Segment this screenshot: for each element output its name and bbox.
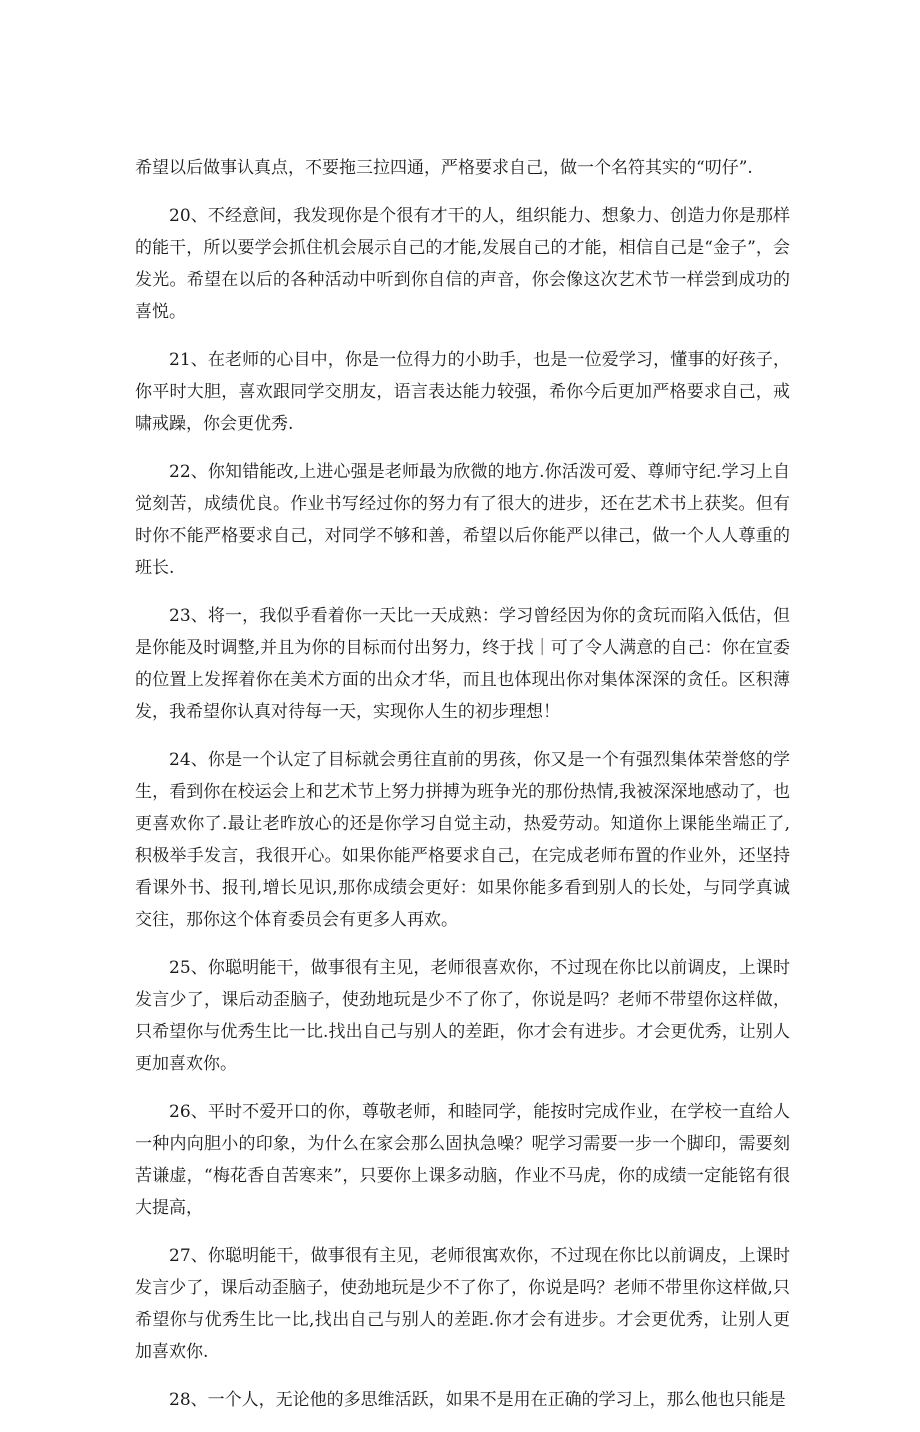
paragraph-comment-21: 21、在老师的心目中，你是一位得力的小助手，也是一位爱学习，懂事的好孩子，你平时大胆，喜欢跟同学交朋友，语言表达能力较强，希你今后更加严格要求自己，戒啸戒躁，你会更优秀.	[135, 350, 790, 434]
paragraph-comment-22: 22、你知错能改,上进心强是老师最为欣微的地方.你活泼可爱、尊师守纪.学习上自觉刻苦，成绩优良。作业书写经过你的努力有了很大的进步，还在艺术书上获奖。但有时你不能严格要求自己，对同学不够和善，希望以后你能严以律己，做一个人人尊重的班长.	[135, 462, 790, 578]
paragraph-comment-27: 27、你聪明能干，做事很有主见，老师很寓欢你，不过现在你比以前调皮，上课时发言少了，课后动歪脑子，使劲地玩是少不了你了，你说是吗？老师不带里你这样做,只希望你与优秀生比一比,找出自己与别人的差距.你才会有进步。才会更优秀，让别人更加喜欢你.	[135, 1246, 790, 1362]
paragraph-continuation: 希望以后做事认真点，不要拖三拉四通，严格要求自己，做一个名符其实的“叨仔”.	[135, 158, 753, 178]
paragraph-comment-25: 25、你聪明能干，做事很有主见，老师很喜欢你，不过现在你比以前调皮，上课时发言少了，课后动歪脑子，使劲地玩是少不了你了，你说是吗？老师不带望你这样做，只希望你与优秀生比一比.找出自己与别人的差距，你才会有进步。才会更优秀，让别人更加喜欢你。	[135, 958, 790, 1074]
paragraph-comment-28: 28、一个人，无论他的多思维活跃，如果不是用在正确的学习上，那么他也只能是	[169, 1390, 786, 1410]
paragraph-comment-20: 20、不经意间，我发现你是个很有才干的人，组织能力、想象力、创造力你是那样的能干，所以要学会抓住机会展示自己的才能,发展自己的才能，相信自己是“金子”，会发光。希望在以后的各种活动中听到你自信的声音，你会像这次艺术节一样尝到成功的喜悦。	[135, 206, 790, 322]
paragraph-comment-26: 26、平时不爱开口的你，尊敬老师，和睦同学，能按时完成作业，在学校一直给人一种内向胆小的印象，为什么在家会那么固执急噪？呢学习需要一步一个脚印，需要刻苦谦虚，“梅花香自苦寒来”，只要你上课多动脑，作业不马虎，你的成绩一定能铭有很大提高，	[135, 1102, 790, 1218]
paragraph-comment-23: 23、将一，我似乎看着你一天比一天成熟：学习曾经因为你的贪玩而陷入低估，但是你能及时调整,并且为你的目标而付出努力，终于找｜可了令人满意的自己：你在宣委的位置上发挥着你在美术方面的出众才华，而且也体现出你对集体深深的贪任。区积薄发，我希望你认真对待每一天，实现你人生的初步理想！	[135, 606, 790, 722]
paragraph-comment-24: 24、你是一个认定了目标就会勇往直前的男孩，你又是一个有强烈集体荣誉悠的学生，看到你在校运会上和艺术节上努力拼搏为班争光的那份热情,我被深深地感动了，也更喜欢你了.最让老昨放心的还是你学习自觉主动，热爱劳动。知道你上课能坐端正了,积极举手发言，我很开心。如果你能严格要求自己，在完成老师布置的作业外，还坚持看课外书、报刊,增长见识,那你成绩会更好：如果你能多看到别人的长处，与同学真诚交往，那你这个体育委员会有更多人再欢。	[135, 750, 790, 930]
document-body	[135, 152, 790, 1432]
